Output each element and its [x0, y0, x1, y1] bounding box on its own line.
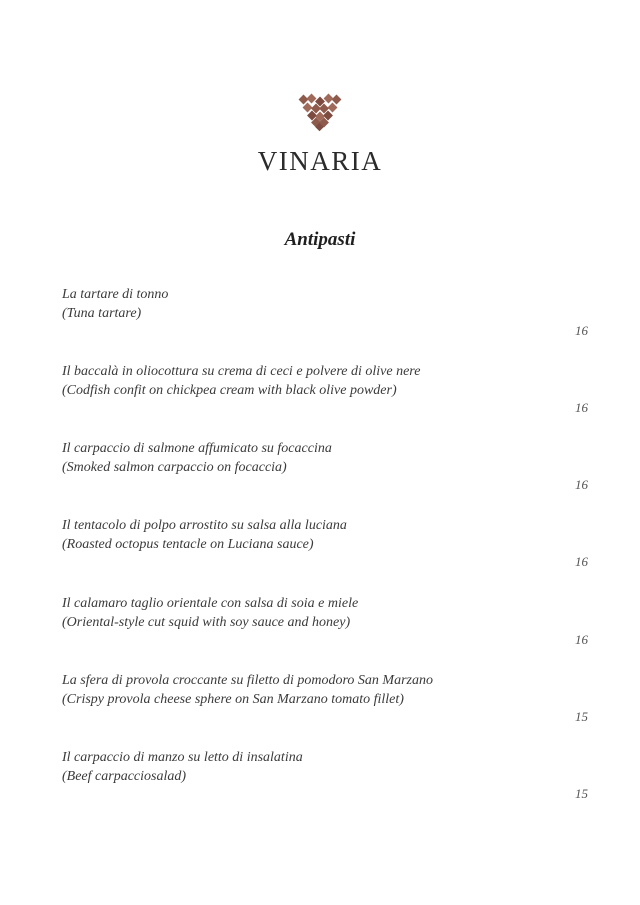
section-title: Antipasti [284, 229, 356, 250]
item-price: 16 [575, 477, 588, 492]
menu-item [62, 439, 590, 499]
item-price: 16 [575, 400, 588, 415]
item-name: La tartare di tonno [62, 287, 169, 302]
wine-heart-diamond-icon [298, 92, 342, 132]
item-price: 15 [575, 786, 588, 801]
item-price: 16 [575, 323, 588, 338]
item-name: Il carpaccio di manzo su letto di insalatina [62, 750, 303, 765]
item-translation: (Oriental-style cut squid with soy sauce and honey) [62, 615, 351, 630]
item-name: Il tentacolo di polpo arrostito su salsa alla luciana [62, 518, 347, 533]
item-price: 16 [575, 632, 588, 647]
item-name: Il carpaccio di salmone affumicato su focaccina [62, 441, 332, 456]
item-name: Il baccalà in oliocottura su crema di ceci e polvere di olive nere [62, 364, 421, 379]
item-translation: (Smoked salmon carpaccio on focaccia) [62, 460, 287, 475]
item-translation: (Roasted octopus tentacle on Luciana sauce) [62, 537, 314, 552]
item-price: 15 [575, 709, 588, 724]
item-price: 16 [575, 554, 588, 569]
menu-item [62, 748, 590, 808]
menu-item [62, 285, 590, 345]
menu-item [62, 362, 590, 422]
item-name: Il calamaro taglio orientale con salsa di soia e miele [62, 596, 359, 611]
item-translation: (Tuna tartare) [62, 306, 142, 321]
item-name: La sfera di provola croccante su filetto di pomodoro San Marzano [62, 673, 433, 688]
item-translation: (Codfish confit on chickpea cream with black olive powder) [62, 383, 397, 398]
brand-logo [0, 92, 640, 132]
item-translation: (Crispy provola cheese sphere on San Marzano tomato fillet) [62, 692, 404, 707]
menu-item [62, 594, 590, 654]
menu-item [62, 671, 590, 731]
item-translation: (Beef carpacciosalad) [62, 769, 187, 784]
brand-name: VINARIA [257, 146, 383, 176]
menu-item [62, 516, 590, 576]
